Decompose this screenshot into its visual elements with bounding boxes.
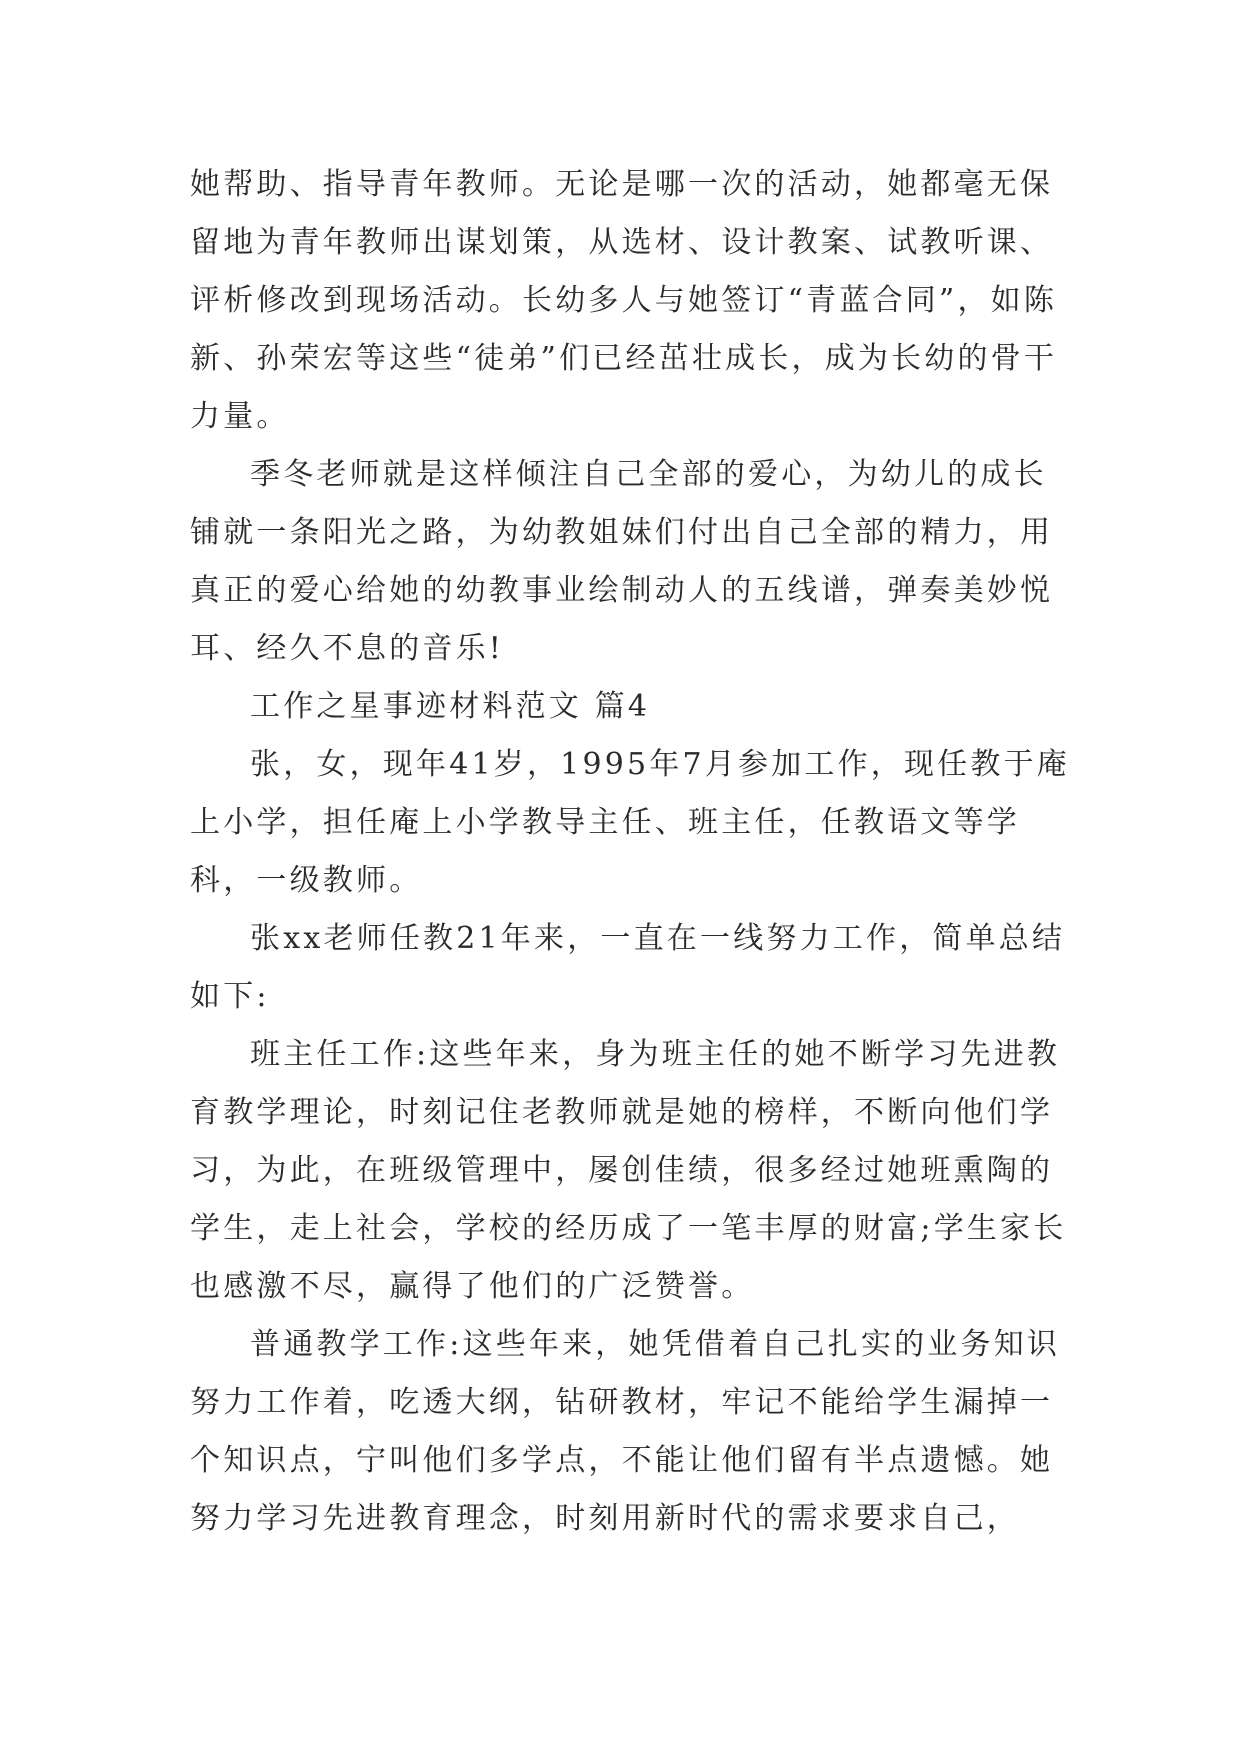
paragraph-continuation: 她帮助、指导青年教师。无论是哪一次的活动，她都毫无保留地为青年教师出谋划策，从选材、设计教案、试教听课、评析修改到现场活动。长幼多人与她签订“青蓝合同”，如陈新、孙荣宏等这些“徒弟”们已经茁壮成长，成为长幼的骨干力量。 — [190, 167, 1058, 434]
paragraph: 张，女，现年41岁，1995年7月参加工作，现任教于庵上小学，担任庵上小学教导主任、班主任，任教语文等学科，一级教师。 — [190, 747, 1071, 898]
paragraph: 季冬老师就是这样倾注自己全部的爱心，为幼儿的成长铺就一条阳光之路，为幼教姐妹们付出自己全部的精力，用真正的爱心给她的幼教事业绘制动人的五线谱，弹奏美妙悦耳、经久不息的音乐! — [190, 457, 1054, 666]
paragraph: 普通教学工作:这些年来，她凭借着自己扎实的业务知识努力工作着，吃透大纲，钻研教材，牢记不能给学生漏掉一个知识点，宁叫他们多学点，不能让他们留有半点遗憾。她努力学习先进教育理念，时刻用新时代的需求要求自己， — [190, 1327, 1061, 1536]
paragraph: 班主任工作:这些年来，身为班主任的她不断学习先进教育教学理论，时刻记住老教师就是她的榜样，不断向他们学习，为此，在班级管理中，屡创佳绩，很多经过她班熏陶的学生，走上社会，学校的经历成了一笔丰厚的财富;学生家长也感激不尽，赢得了他们的广泛赞誉。 — [190, 1037, 1067, 1304]
section-heading: 工作之星事迹材料范文 篇4 — [250, 689, 651, 724]
document-body — [190, 156, 1070, 1548]
paragraph: 张xx老师任教21年来，一直在一线努力工作，简单总结如下: — [190, 921, 1066, 1014]
